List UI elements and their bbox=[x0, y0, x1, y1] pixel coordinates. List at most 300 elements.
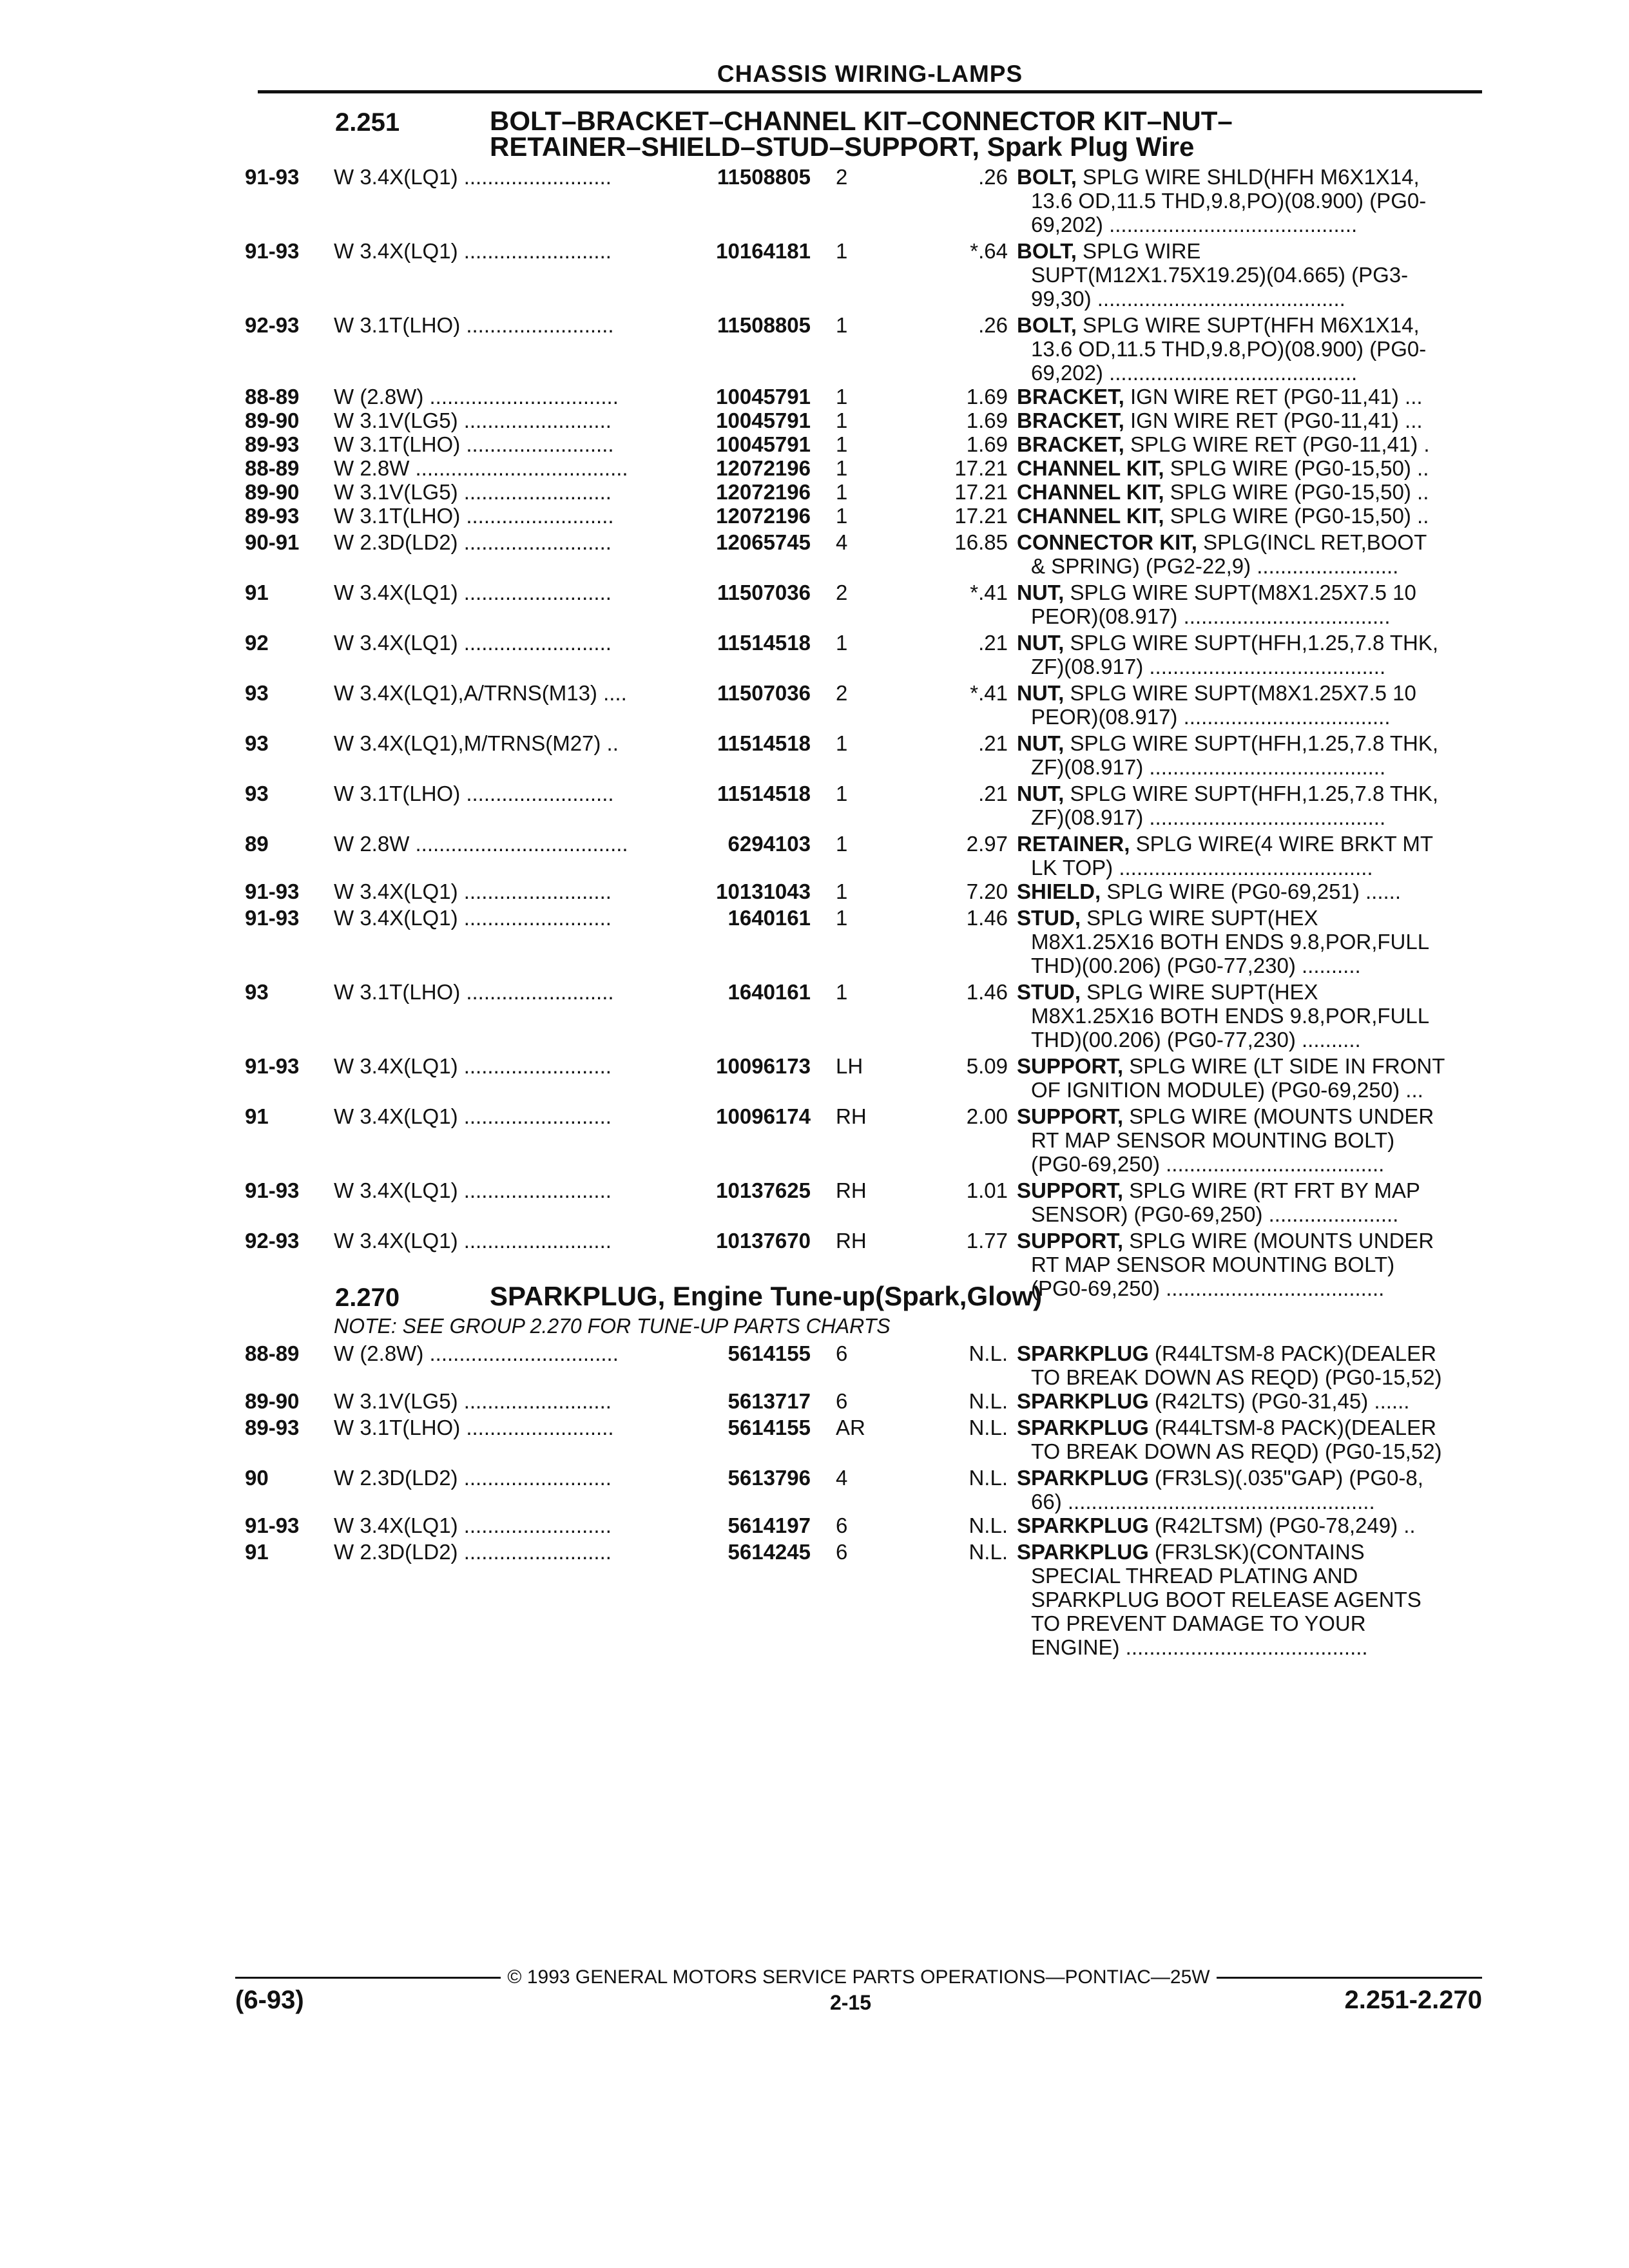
part-spec: SPLG WIRE SUPT(HEX bbox=[1081, 906, 1318, 930]
table-row bbox=[245, 681, 1508, 729]
part-spec: SPLG WIRE RET (PG0-11,41) . bbox=[1124, 432, 1430, 456]
description-line: LK TOP) ........................................... bbox=[1031, 856, 1373, 879]
quantity: 6 bbox=[836, 1540, 848, 1564]
description-line bbox=[1017, 313, 1510, 337]
quantity: 1 bbox=[836, 879, 848, 903]
model-engine: W 3.1T(LHO) ......................... bbox=[334, 313, 614, 337]
part-name: SUPPORT, bbox=[1017, 1178, 1124, 1202]
part-number: 5613796 bbox=[728, 1466, 811, 1490]
description-line: SPECIAL THREAD PLATING AND bbox=[1031, 1564, 1358, 1588]
part-spec: SPLG WIRE (PG0-15,50) .. bbox=[1164, 480, 1429, 504]
part-name: SPARKPLUG bbox=[1017, 1389, 1149, 1413]
price: 17.21 bbox=[954, 504, 1008, 528]
section-title-line: SPARKPLUG, Engine Tune-up(Spark,Glow) bbox=[490, 1281, 1043, 1311]
model-engine: W 3.4X(LQ1),M/TRNS(M27) .. bbox=[334, 731, 619, 755]
table-row bbox=[245, 1466, 1508, 1514]
section-title-line: BOLT–BRACKET–CHANNEL KIT–CONNECTOR KIT–NUT– bbox=[490, 106, 1233, 136]
part-spec: SPLG WIRE bbox=[1076, 239, 1201, 263]
part-description bbox=[1017, 408, 1510, 432]
part-number: 1640161 bbox=[728, 980, 811, 1004]
quantity: 1 bbox=[836, 731, 848, 755]
part-name: STUD, bbox=[1017, 980, 1081, 1004]
model-years: 93 bbox=[245, 731, 269, 755]
price: 1.69 bbox=[966, 408, 1008, 432]
description-line bbox=[1017, 504, 1510, 528]
description-line bbox=[1017, 1341, 1510, 1365]
model-years: 91-93 bbox=[245, 879, 300, 903]
part-name: BOLT, bbox=[1017, 313, 1077, 337]
part-spec: SPLG(INCL RET,BOOT bbox=[1197, 530, 1427, 554]
model-engine: W 3.4X(LQ1) ......................... bbox=[334, 879, 612, 903]
model-years: 91 bbox=[245, 1104, 269, 1128]
model-years: 91-93 bbox=[245, 1054, 300, 1078]
table-row bbox=[245, 530, 1508, 578]
part-spec: SPLG WIRE (PG0-15,50) .. bbox=[1164, 504, 1429, 528]
section-2-270 bbox=[245, 1283, 1508, 1659]
model-years: 89-90 bbox=[245, 480, 300, 504]
quantity: 2 bbox=[836, 581, 848, 604]
model-engine: W 3.4X(LQ1),A/TRNS(M13) .... bbox=[334, 681, 627, 705]
table-row bbox=[245, 631, 1508, 678]
description-line: ZF)(08.917) ........................................ bbox=[1031, 805, 1386, 829]
table-row bbox=[245, 239, 1508, 311]
part-description bbox=[1017, 1514, 1510, 1537]
quantity: 1 bbox=[836, 980, 848, 1004]
part-number: 5613717 bbox=[728, 1389, 811, 1413]
part-number: 10131043 bbox=[716, 879, 811, 903]
header-rule bbox=[258, 90, 1482, 93]
part-name: SUPPORT, bbox=[1017, 1229, 1124, 1253]
table-row bbox=[245, 581, 1508, 628]
part-spec: (FR3LS)(.035"GAP) (PG0-8, bbox=[1148, 1466, 1423, 1490]
part-name: NUT, bbox=[1017, 731, 1065, 755]
description-line bbox=[1017, 1514, 1510, 1537]
description-line: SPARKPLUG BOOT RELEASE AGENTS bbox=[1031, 1588, 1422, 1611]
price: 1.69 bbox=[966, 432, 1008, 456]
description-line bbox=[1017, 1540, 1510, 1564]
part-number: 12072196 bbox=[716, 504, 811, 528]
part-number: 5614155 bbox=[728, 1416, 811, 1439]
price: .21 bbox=[978, 631, 1008, 655]
part-description bbox=[1017, 731, 1510, 779]
model-years: 88-89 bbox=[245, 1341, 300, 1365]
section-number: 2.251 bbox=[335, 108, 400, 137]
part-number: 11507036 bbox=[717, 581, 811, 604]
part-spec: SPLG WIRE(4 WIRE BRKT MT bbox=[1130, 832, 1434, 856]
part-name: NUT, bbox=[1017, 681, 1065, 705]
section-2-251 bbox=[245, 108, 1508, 1300]
quantity: 1 bbox=[836, 385, 848, 408]
part-number: 12072196 bbox=[716, 456, 811, 480]
model-years: 92-93 bbox=[245, 1229, 300, 1253]
quantity: 1 bbox=[836, 631, 848, 655]
part-name: SPARKPLUG bbox=[1017, 1540, 1149, 1564]
description-line bbox=[1017, 385, 1510, 408]
price: .26 bbox=[978, 165, 1008, 189]
table-row bbox=[245, 1104, 1508, 1176]
part-spec: SPLG WIRE (MOUNTS UNDER bbox=[1123, 1104, 1434, 1128]
table-row bbox=[245, 385, 1508, 408]
part-description bbox=[1017, 165, 1510, 236]
price: 1.46 bbox=[966, 906, 1008, 930]
footer-copyright: © 1993 GENERAL MOTORS SERVICE PARTS OPERATIONS—PONTIAC—25W bbox=[507, 1966, 1210, 1988]
section-title bbox=[490, 108, 1233, 160]
model-years: 89 bbox=[245, 832, 269, 856]
model-engine: W (2.8W) ................................ bbox=[334, 385, 619, 408]
model-years: 91 bbox=[245, 581, 269, 604]
model-years: 91-93 bbox=[245, 165, 300, 189]
model-engine: W 3.1T(LHO) ......................... bbox=[334, 782, 614, 805]
part-name: SUPPORT, bbox=[1017, 1054, 1124, 1078]
model-engine: W 3.1T(LHO) ......................... bbox=[334, 980, 614, 1004]
description-line: SUPT(M12X1.75X19.25)(04.665) (PG3- bbox=[1031, 263, 1409, 287]
part-spec: SPLG WIRE SUPT(M8X1.25X7.5 10 bbox=[1064, 581, 1416, 604]
quantity: 1 bbox=[836, 432, 848, 456]
description-line: 99,30) .......................................... bbox=[1031, 287, 1345, 311]
part-description bbox=[1017, 1466, 1510, 1514]
model-engine: W 2.3D(LD2) ......................... bbox=[334, 530, 612, 554]
part-number: 11508805 bbox=[717, 313, 811, 337]
part-description bbox=[1017, 1178, 1510, 1226]
part-spec: SPLG WIRE SHLD(HFH M6X1X14, bbox=[1076, 165, 1420, 189]
quantity: 1 bbox=[836, 456, 848, 480]
model-engine: W 3.1T(LHO) ......................... bbox=[334, 432, 614, 456]
model-engine: W 3.1V(LG5) ......................... bbox=[334, 480, 612, 504]
description-line bbox=[1017, 906, 1510, 930]
model-engine: W 3.1T(LHO) ......................... bbox=[334, 504, 614, 528]
part-name: STUD, bbox=[1017, 906, 1081, 930]
model-years: 89-90 bbox=[245, 1389, 300, 1413]
quantity: 1 bbox=[836, 408, 848, 432]
part-spec: SPLG WIRE (MOUNTS UNDER bbox=[1123, 1229, 1434, 1253]
model-engine: W 3.4X(LQ1) ......................... bbox=[334, 1054, 612, 1078]
model-years: 93 bbox=[245, 782, 269, 805]
description-line: M8X1.25X16 BOTH ENDS 9.8,POR,FULL bbox=[1031, 1004, 1430, 1028]
table-row bbox=[245, 1514, 1508, 1537]
description-line: 69,202) .......................................... bbox=[1031, 213, 1358, 236]
description-line: 13.6 OD,11.5 THD,9.8,PO)(08.900) (PG0- bbox=[1031, 337, 1427, 361]
part-spec: SPLG WIRE (PG0-15,50) .. bbox=[1164, 456, 1429, 480]
description-line: TO BREAK DOWN AS REQD) (PG0-15,52) bbox=[1031, 1439, 1442, 1463]
part-spec: SPLG WIRE SUPT(HFH,1.25,7.8 THK, bbox=[1064, 631, 1439, 655]
quantity: AR bbox=[836, 1416, 865, 1439]
part-spec: (R44LTSM-8 PACK)(DEALER bbox=[1148, 1341, 1436, 1365]
description-line bbox=[1017, 731, 1510, 755]
description-line bbox=[1017, 165, 1510, 189]
part-spec: (R42LTSM) (PG0-78,249) .. bbox=[1148, 1514, 1416, 1537]
table-row bbox=[245, 456, 1508, 480]
model-years: 89-93 bbox=[245, 504, 300, 528]
description-line: OF IGNITION MODULE) (PG0-69,250) ... bbox=[1031, 1078, 1423, 1102]
description-line: SENSOR) (PG0-69,250) ...................... bbox=[1031, 1202, 1399, 1226]
model-engine: W 3.1V(LG5) ......................... bbox=[334, 1389, 612, 1413]
description-line: & SPRING) (PG2-22,9) ........................ bbox=[1031, 554, 1399, 578]
description-line: (PG0-69,250) ..................................... bbox=[1031, 1152, 1385, 1176]
price: 17.21 bbox=[954, 480, 1008, 504]
description-line: TO BREAK DOWN AS REQD) (PG0-15,52) bbox=[1031, 1365, 1442, 1389]
table-row bbox=[245, 782, 1508, 829]
model-years: 88-89 bbox=[245, 456, 300, 480]
part-number: 11514518 bbox=[717, 631, 811, 655]
part-spec: SPLG WIRE SUPT(HFH,1.25,7.8 THK, bbox=[1064, 731, 1439, 755]
description-line bbox=[1017, 832, 1510, 856]
part-spec: SPLG WIRE (RT FRT BY MAP bbox=[1123, 1178, 1420, 1202]
part-description bbox=[1017, 1540, 1510, 1659]
price: 2.00 bbox=[966, 1104, 1008, 1128]
part-spec: SPLG WIRE (LT SIDE IN FRONT bbox=[1123, 1054, 1445, 1078]
price: 17.21 bbox=[954, 456, 1008, 480]
price: 2.97 bbox=[966, 832, 1008, 856]
quantity: LH bbox=[836, 1054, 863, 1078]
section-heading bbox=[245, 1283, 1508, 1312]
description-line: TO PREVENT DAMAGE TO YOUR bbox=[1031, 1611, 1366, 1635]
part-name: RETAINER, bbox=[1017, 832, 1130, 856]
description-line: RT MAP SENSOR MOUNTING BOLT) bbox=[1031, 1253, 1395, 1276]
part-description bbox=[1017, 681, 1510, 729]
price: *.64 bbox=[970, 239, 1008, 263]
part-number: 6294103 bbox=[728, 832, 811, 856]
part-spec: SPLG WIRE SUPT(HEX bbox=[1081, 980, 1318, 1004]
part-name: CHANNEL KIT, bbox=[1017, 480, 1164, 504]
quantity: 1 bbox=[836, 480, 848, 504]
part-name: BRACKET, bbox=[1017, 408, 1124, 432]
part-number: 5614197 bbox=[728, 1514, 811, 1537]
quantity: RH bbox=[836, 1178, 867, 1202]
description-line bbox=[1017, 432, 1510, 456]
price: .21 bbox=[978, 731, 1008, 755]
model-engine: W 3.4X(LQ1) ......................... bbox=[334, 165, 612, 189]
model-years: 90-91 bbox=[245, 530, 300, 554]
model-years: 89-93 bbox=[245, 432, 300, 456]
quantity: 4 bbox=[836, 530, 848, 554]
description-line: 69,202) .......................................... bbox=[1031, 361, 1358, 385]
part-number: 5614245 bbox=[728, 1540, 811, 1564]
part-name: SPARKPLUG bbox=[1017, 1416, 1149, 1439]
price: 5.09 bbox=[966, 1054, 1008, 1078]
part-name: SPARKPLUG bbox=[1017, 1341, 1149, 1365]
description-line: PEOR)(08.917) ................................... bbox=[1031, 705, 1391, 729]
part-name: CHANNEL KIT, bbox=[1017, 504, 1164, 528]
part-description bbox=[1017, 631, 1510, 678]
model-years: 89-90 bbox=[245, 408, 300, 432]
price: N.L. bbox=[969, 1389, 1008, 1413]
part-description bbox=[1017, 480, 1510, 504]
price: 1.46 bbox=[966, 980, 1008, 1004]
section-note: NOTE: SEE GROUP 2.270 FOR TUNE-UP PARTS CHARTS bbox=[334, 1314, 891, 1338]
part-description bbox=[1017, 313, 1510, 385]
footer-date: (6-93) bbox=[235, 1986, 304, 2014]
section-heading bbox=[245, 108, 1508, 160]
part-number: 10096173 bbox=[716, 1054, 811, 1078]
part-spec: SPLG WIRE SUPT(HFH M6X1X14, bbox=[1076, 313, 1420, 337]
model-engine: W 3.4X(LQ1) ......................... bbox=[334, 1178, 612, 1202]
part-name: BOLT, bbox=[1017, 165, 1077, 189]
table-row bbox=[245, 165, 1508, 236]
section-number: 2.270 bbox=[335, 1283, 400, 1312]
description-line: THD)(00.206) (PG0-77,230) .......... bbox=[1031, 1028, 1361, 1052]
part-name: NUT, bbox=[1017, 581, 1065, 604]
price: .26 bbox=[978, 313, 1008, 337]
part-number: 12072196 bbox=[716, 480, 811, 504]
page-header bbox=[258, 61, 1482, 93]
description-line bbox=[1017, 239, 1510, 263]
part-name: CHANNEL KIT, bbox=[1017, 456, 1164, 480]
model-years: 91-93 bbox=[245, 906, 300, 930]
quantity: 2 bbox=[836, 681, 848, 705]
part-spec: (FR3LSK)(CONTAINS bbox=[1148, 1540, 1365, 1564]
quantity: RH bbox=[836, 1229, 867, 1253]
part-number: 10096174 bbox=[716, 1104, 811, 1128]
part-description bbox=[1017, 504, 1510, 528]
model-years: 88-89 bbox=[245, 385, 300, 408]
description-line bbox=[1017, 1104, 1510, 1128]
description-line bbox=[1017, 408, 1510, 432]
model-engine: W 2.3D(LD2) ......................... bbox=[334, 1466, 612, 1490]
part-description bbox=[1017, 782, 1510, 829]
description-line: 13.6 OD,11.5 THD,9.8,PO)(08.900) (PG0- bbox=[1031, 189, 1427, 213]
part-number: 1640161 bbox=[728, 906, 811, 930]
quantity: 6 bbox=[836, 1514, 848, 1537]
part-spec: (R44LTSM-8 PACK)(DEALER bbox=[1148, 1416, 1436, 1439]
description-line: (PG0-69,250) ..................................... bbox=[1031, 1276, 1385, 1300]
description-line bbox=[1017, 681, 1510, 705]
part-number: 11508805 bbox=[717, 165, 811, 189]
part-spec: (R42LTS) (PG0-31,45) ...... bbox=[1148, 1389, 1410, 1413]
part-spec: IGN WIRE RET (PG0-11,41) ... bbox=[1124, 408, 1423, 432]
model-engine: W 3.4X(LQ1) ......................... bbox=[334, 906, 612, 930]
footer-rule-left bbox=[235, 1977, 501, 1979]
part-name: NUT, bbox=[1017, 782, 1065, 805]
table-row bbox=[245, 1054, 1508, 1102]
part-name: SPARKPLUG bbox=[1017, 1466, 1149, 1490]
page-title: CHASSIS WIRING-LAMPS bbox=[717, 61, 1023, 87]
model-years: 91-93 bbox=[245, 239, 300, 263]
model-engine: W 3.4X(LQ1) ......................... bbox=[334, 1514, 612, 1537]
description-line bbox=[1017, 1389, 1510, 1413]
section-title-line: RETAINER–SHIELD–STUD–SUPPORT, Spark Plug Wire bbox=[490, 131, 1195, 162]
description-line bbox=[1017, 1466, 1510, 1490]
part-spec: SPLG WIRE (PG0-69,251) ...... bbox=[1101, 879, 1402, 903]
part-number: 12065745 bbox=[716, 530, 811, 554]
quantity: 2 bbox=[836, 165, 848, 189]
table-row bbox=[245, 504, 1508, 528]
table-row bbox=[245, 432, 1508, 456]
part-number: 10137670 bbox=[716, 1229, 811, 1253]
quantity: 1 bbox=[836, 782, 848, 805]
price: N.L. bbox=[969, 1514, 1008, 1537]
price: 16.85 bbox=[954, 530, 1008, 554]
description-line bbox=[1017, 456, 1510, 480]
part-description bbox=[1017, 906, 1510, 977]
part-number: 10137625 bbox=[716, 1178, 811, 1202]
description-line: THD)(00.206) (PG0-77,230) .......... bbox=[1031, 954, 1361, 977]
part-description bbox=[1017, 832, 1510, 879]
part-name: SHIELD, bbox=[1017, 879, 1101, 903]
price: .21 bbox=[978, 782, 1008, 805]
part-description bbox=[1017, 1104, 1510, 1176]
quantity: 1 bbox=[836, 832, 848, 856]
model-years: 93 bbox=[245, 681, 269, 705]
price: 1.01 bbox=[966, 1178, 1008, 1202]
part-description bbox=[1017, 385, 1510, 408]
model-engine: W 3.1T(LHO) ......................... bbox=[334, 1416, 614, 1439]
part-name: BRACKET, bbox=[1017, 385, 1124, 408]
part-description bbox=[1017, 879, 1510, 903]
price: 7.20 bbox=[966, 879, 1008, 903]
quantity: RH bbox=[836, 1104, 867, 1128]
description-line: ENGINE) ......................................... bbox=[1031, 1635, 1368, 1659]
description-line: ZF)(08.917) ........................................ bbox=[1031, 755, 1386, 779]
part-number: 11514518 bbox=[717, 731, 811, 755]
description-line bbox=[1017, 980, 1510, 1004]
description-line: M8X1.25X16 BOTH ENDS 9.8,POR,FULL bbox=[1031, 930, 1430, 954]
price: 1.77 bbox=[966, 1229, 1008, 1253]
footer-rule-right bbox=[1217, 1977, 1482, 1979]
quantity: 1 bbox=[836, 239, 848, 263]
quantity: 6 bbox=[836, 1389, 848, 1413]
table-row bbox=[245, 408, 1508, 432]
description-line: 66) .................................................... bbox=[1031, 1490, 1375, 1514]
description-line bbox=[1017, 480, 1510, 504]
model-years: 92 bbox=[245, 631, 269, 655]
part-spec: IGN WIRE RET (PG0-11,41) ... bbox=[1124, 385, 1423, 408]
table-row bbox=[245, 832, 1508, 879]
part-number: 11514518 bbox=[717, 782, 811, 805]
part-name: BOLT, bbox=[1017, 239, 1077, 263]
model-engine: W 3.4X(LQ1) ......................... bbox=[334, 1229, 612, 1253]
description-line: ZF)(08.917) ........................................ bbox=[1031, 655, 1386, 678]
model-years: 91-93 bbox=[245, 1178, 300, 1202]
description-line bbox=[1017, 879, 1510, 903]
quantity: 1 bbox=[836, 906, 848, 930]
price: *.41 bbox=[970, 581, 1008, 604]
price: N.L. bbox=[969, 1416, 1008, 1439]
price: *.41 bbox=[970, 681, 1008, 705]
part-number: 5614155 bbox=[728, 1341, 811, 1365]
footer-page-number: 2-15 bbox=[829, 1991, 872, 2014]
part-description bbox=[1017, 581, 1510, 628]
part-description bbox=[1017, 239, 1510, 311]
part-name: NUT, bbox=[1017, 631, 1065, 655]
table-row bbox=[245, 313, 1508, 385]
part-number: 10045791 bbox=[716, 432, 811, 456]
quantity: 4 bbox=[836, 1466, 848, 1490]
price: 1.69 bbox=[966, 385, 1008, 408]
model-engine: W 3.4X(LQ1) ......................... bbox=[334, 1104, 612, 1128]
description-line bbox=[1017, 782, 1510, 805]
description-line bbox=[1017, 1229, 1510, 1253]
section-title bbox=[490, 1283, 1042, 1309]
description-line: PEOR)(08.917) ................................... bbox=[1031, 604, 1391, 628]
model-years: 91 bbox=[245, 1540, 269, 1564]
table-row bbox=[245, 1540, 1508, 1659]
model-years: 93 bbox=[245, 980, 269, 1004]
part-number: 10164181 bbox=[716, 239, 811, 263]
part-spec: SPLG WIRE SUPT(M8X1.25X7.5 10 bbox=[1064, 681, 1416, 705]
table-row bbox=[245, 1416, 1508, 1463]
description-line bbox=[1017, 631, 1510, 655]
model-engine: W 3.4X(LQ1) ......................... bbox=[334, 239, 612, 263]
table-row bbox=[245, 879, 1508, 903]
part-description bbox=[1017, 1341, 1510, 1389]
part-number: 10045791 bbox=[716, 385, 811, 408]
price: N.L. bbox=[969, 1341, 1008, 1365]
description-line: RT MAP SENSOR MOUNTING BOLT) bbox=[1031, 1128, 1395, 1152]
part-name: CONNECTOR KIT, bbox=[1017, 530, 1197, 554]
model-years: 91-93 bbox=[245, 1514, 300, 1537]
model-engine: W 3.4X(LQ1) ......................... bbox=[334, 581, 612, 604]
price: N.L. bbox=[969, 1540, 1008, 1564]
